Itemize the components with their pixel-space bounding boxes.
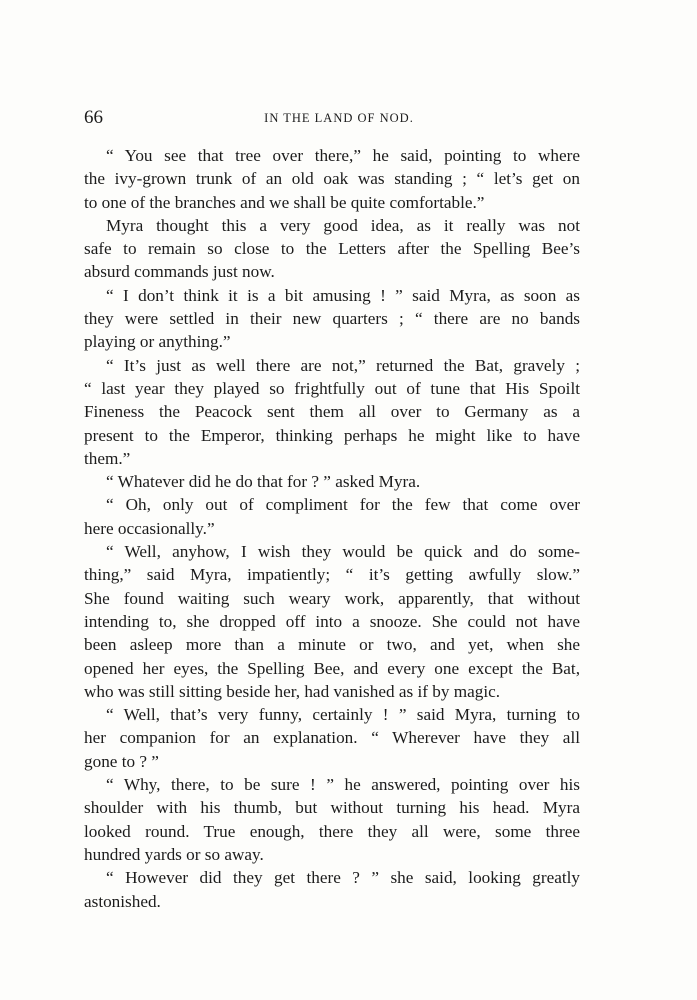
text-line: intending to, she dropped off into a snooze. She could not have [84,611,580,631]
running-head: IN THE LAND OF NOD. [264,111,414,125]
text-line: She found waiting such weary work, apparently, that without [84,588,580,608]
text-line: absurd commands just now. [84,262,275,282]
text-line: “ Well, anyhow, I wish they would be quick and do some- [106,542,580,562]
text-line: “ Well, that’s very funny, certainly ! ” said Myra, turning to [106,705,580,725]
paragraph [84,493,580,540]
text-line: who was still sitting beside her, had vanished as if by magic. [84,681,501,701]
text-line: her companion for an explanation. “ Wherever have they all [84,728,580,748]
text-line: Myra thought this a very good idea, as it really was not [106,215,580,235]
text-line: present to the Emperor, thinking perhaps he might like to have [84,425,580,445]
text-line: Fineness the Peacock sent them all over to Germany as a [84,402,580,422]
text-line: the ivy-grown trunk of an old oak was standing ; “ let’s get on [84,169,580,189]
text-line: “ However did they get there ? ” she said, looking greatly [106,868,580,888]
body-text [84,144,580,913]
text-line: here occasionally.” [84,518,215,538]
paragraph [84,284,580,354]
text-line: shoulder with his thumb, but without turning his head. Myra [84,798,580,818]
text-line: astonished. [84,891,161,911]
paragraph [84,470,580,493]
paragraph [84,703,580,773]
text-line: gone to ? ” [84,751,159,771]
paragraph [84,214,580,284]
text-line: “ last year they played so frightfully out of tune that His Spoilt [84,378,580,398]
text-line: “ You see that tree over there,” he said, pointing to where [106,146,580,165]
text-line: “ Whatever did he do that for ? ” asked Myra. [106,472,421,492]
text-line: playing or anything.” [84,332,231,352]
text-line: looked round. True enough, there they all were, some three [84,821,580,841]
paragraph [84,354,580,470]
text-line: hundred yards or so away. [84,844,264,864]
paragraph [84,540,580,703]
text-line: to one of the branches and we shall be quite comfortable.” [84,192,485,212]
text-line: “ Oh, only out of compliment for the few that come over [106,495,580,515]
text-line: been asleep more than a minute or two, and yet, when she [84,635,580,655]
text-line: “ It’s just as well there are not,” returned the Bat, gravely ; [106,355,580,375]
paragraph [84,866,580,913]
text-line: thing,” said Myra, impatiently; “ it’s getting awfully slow.” [84,565,580,585]
paragraph [84,144,580,214]
text-line: safe to remain so close to the Letters after the Spelling Bee’s [84,239,580,259]
paragraph [84,773,580,866]
page-number: 66 [84,107,103,128]
text-line: “ Why, there, to be sure ! ” he answered, pointing over his [106,775,580,795]
text-line: they were settled in their new quarters ; “ there are no bands [84,309,580,329]
text-line: “ I don’t think it is a bit amusing ! ” said Myra, as soon as [106,285,580,305]
page-header [84,106,580,130]
text-line: them.” [84,448,131,468]
text-line: opened her eyes, the Spelling Bee, and every one except the Bat, [84,658,580,678]
